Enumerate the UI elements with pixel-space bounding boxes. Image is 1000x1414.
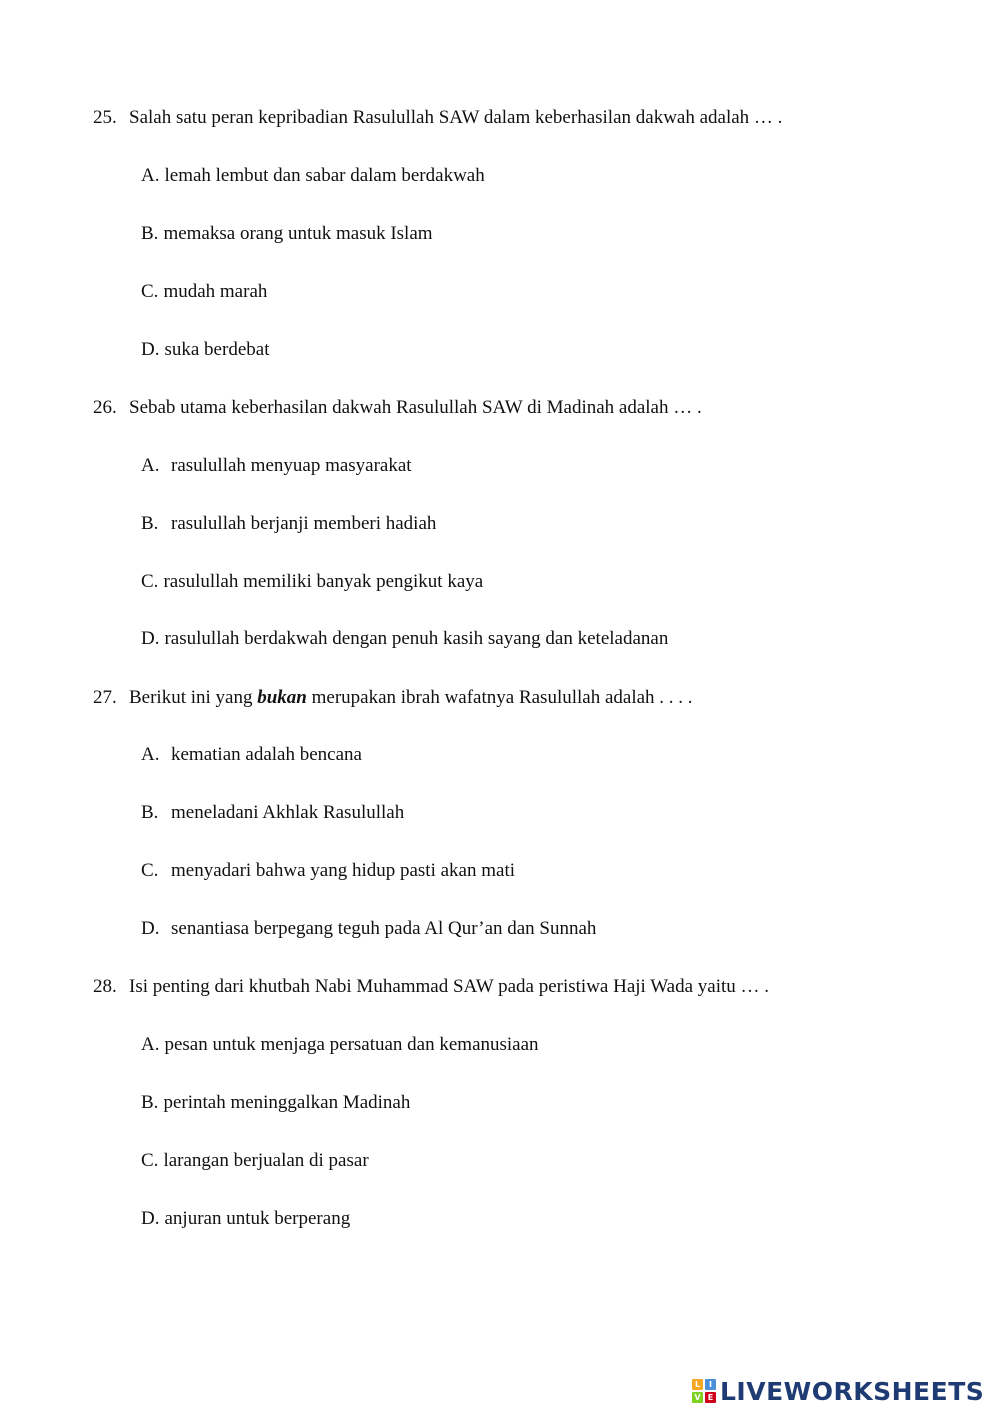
question-25	[93, 106, 782, 130]
option-27-a[interactable]: A. kematian adalah bencana	[141, 744, 362, 765]
live-logo-icon	[692, 1379, 716, 1403]
question-text: Sebab utama keberhasilan dakwah Rasulullah SAW di Madinah adalah … .	[129, 397, 702, 418]
option-26-a[interactable]: A. rasulullah menyuap masyarakat	[141, 455, 412, 476]
question-number: 26.	[93, 397, 117, 418]
option-25-c[interactable]: C. mudah marah	[141, 281, 268, 302]
option-28-d[interactable]: D. anjuran untuk berperang	[141, 1208, 351, 1229]
question-number: 27.	[93, 687, 117, 708]
logo-cell: E	[705, 1392, 716, 1403]
logo-cell: L	[692, 1379, 703, 1390]
liveworksheets-logo	[692, 1376, 984, 1406]
option-27-b[interactable]: B. meneladani Akhlak Rasulullah	[141, 802, 405, 823]
logo-cell: I	[705, 1379, 716, 1390]
question-text-before: Berikut ini yang	[129, 687, 253, 708]
option-26-b[interactable]: B. rasulullah berjanji memberi hadiah	[141, 513, 437, 534]
question-text-after: merupakan ibrah wafatnya Rasulullah adalah . . . .	[311, 687, 693, 708]
option-25-a[interactable]: A. lemah lembut dan sabar dalam berdakwah	[141, 165, 485, 186]
question-number: 28.	[93, 976, 117, 997]
brand-text: LIVEWORKSHEETS	[720, 1376, 985, 1406]
option-28-a[interactable]: A. pesan untuk menjaga persatuan dan kemanusiaan	[141, 1034, 539, 1055]
logo-cell: V	[692, 1392, 703, 1403]
option-25-d[interactable]: D. suka berdebat	[141, 339, 270, 360]
option-28-c[interactable]: C. larangan berjualan di pasar	[141, 1150, 369, 1171]
option-25-b[interactable]: B. memaksa orang untuk masuk Islam	[141, 223, 433, 244]
option-27-c[interactable]: C. menyadari bahwa yang hidup pasti akan mati	[141, 860, 516, 881]
option-28-b[interactable]: B. perintah meninggalkan Madinah	[141, 1092, 411, 1113]
question-number: 25.	[93, 107, 117, 128]
question-text: Salah satu peran kepribadian Rasulullah SAW dalam keberhasilan dakwah adalah … .	[129, 107, 783, 128]
question-26	[93, 396, 702, 420]
question-27	[93, 686, 693, 710]
question-28	[93, 975, 769, 999]
option-26-d[interactable]: D. rasulullah berdakwah dengan penuh kasih sayang dan keteladanan	[141, 628, 669, 649]
option-26-c[interactable]: C. rasulullah memiliki banyak pengikut kaya	[141, 571, 484, 592]
question-emphasis: bukan	[257, 687, 307, 708]
option-27-d[interactable]: D. senantiasa berpegang teguh pada Al Qur’an dan Sunnah	[141, 918, 597, 939]
question-text: Isi penting dari khutbah Nabi Muhammad SAW pada peristiwa Haji Wada yaitu … .	[129, 976, 769, 997]
